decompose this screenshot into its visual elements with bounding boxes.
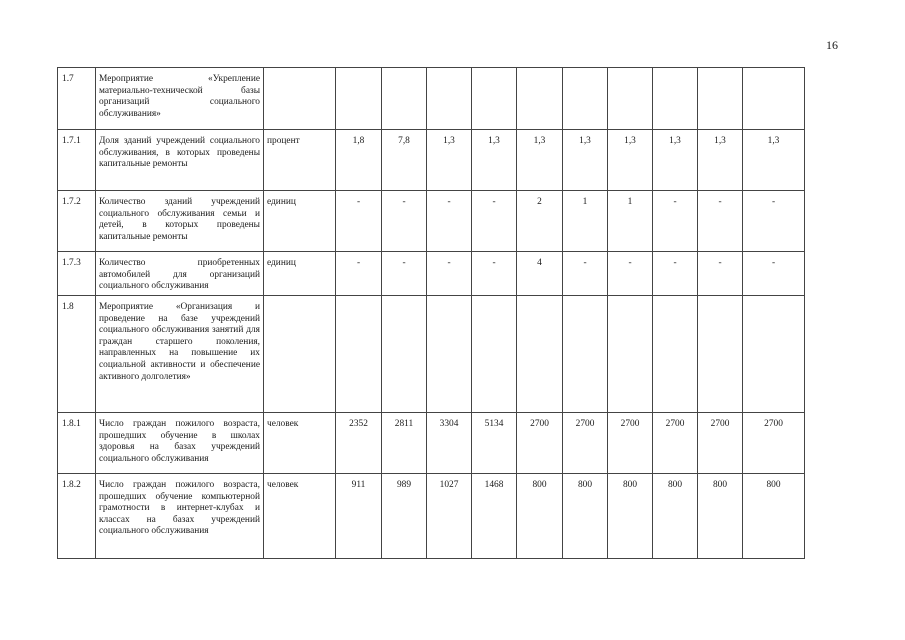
table-row — [58, 130, 805, 191]
value-cell: - — [336, 191, 382, 252]
table-row — [58, 252, 805, 296]
value-cell: - — [653, 252, 698, 296]
value-cell: 2700 — [698, 413, 743, 474]
value-cell: 800 — [743, 474, 805, 559]
value-cell: 2700 — [653, 413, 698, 474]
value-cell: - — [472, 252, 517, 296]
value-cell: - — [608, 252, 653, 296]
value-cell: 1,3 — [517, 130, 563, 191]
value-cell — [427, 68, 472, 130]
row-number: 1.7 — [58, 68, 96, 130]
row-number: 1.7.1 — [58, 130, 96, 191]
value-cell — [472, 68, 517, 130]
value-cell: 800 — [698, 474, 743, 559]
value-cell — [608, 296, 653, 413]
table-row — [58, 68, 805, 130]
value-cell: 1,3 — [698, 130, 743, 191]
table-row — [58, 191, 805, 252]
row-unit: процент — [264, 130, 336, 191]
value-cell — [382, 68, 427, 130]
row-unit: человек — [264, 474, 336, 559]
value-cell — [382, 296, 427, 413]
row-number: 1.8 — [58, 296, 96, 413]
row-unit: единиц — [264, 252, 336, 296]
value-cell: 3304 — [427, 413, 472, 474]
value-cell: - — [698, 252, 743, 296]
row-description: Количество приобретенных автомобилей для организаций социального обслуживания — [96, 252, 264, 296]
table-row — [58, 296, 805, 413]
value-cell: 1 — [563, 191, 608, 252]
row-description: Мероприятие «Укрепление материально-технической базы организаций социального обслуживания» — [96, 68, 264, 130]
row-number: 1.7.2 — [58, 191, 96, 252]
row-number: 1.7.3 — [58, 252, 96, 296]
value-cell: 2700 — [608, 413, 653, 474]
value-cell: - — [336, 252, 382, 296]
value-cell: 7,8 — [382, 130, 427, 191]
row-unit — [264, 296, 336, 413]
value-cell: 1027 — [427, 474, 472, 559]
value-cell: 2700 — [563, 413, 608, 474]
value-cell: 800 — [517, 474, 563, 559]
value-cell: 2811 — [382, 413, 427, 474]
value-cell — [743, 296, 805, 413]
value-cell: 4 — [517, 252, 563, 296]
value-cell: 911 — [336, 474, 382, 559]
value-cell — [743, 68, 805, 130]
value-cell: 2 — [517, 191, 563, 252]
value-cell: - — [743, 191, 805, 252]
row-unit — [264, 68, 336, 130]
row-description: Число граждан пожилого возраста, прошедших обучение в школах здоровья на базах учреждений социального обслуживания — [96, 413, 264, 474]
value-cell: 1 — [608, 191, 653, 252]
value-cell: 989 — [382, 474, 427, 559]
value-cell — [563, 68, 608, 130]
row-number: 1.8.1 — [58, 413, 96, 474]
value-cell: 5134 — [472, 413, 517, 474]
table-row — [58, 474, 805, 559]
row-description: Количество зданий учреждений социального обслуживания семьи и детей, в которых проведены капитальные ремонты — [96, 191, 264, 252]
row-unit: человек — [264, 413, 336, 474]
row-unit: единиц — [264, 191, 336, 252]
table-row — [58, 413, 805, 474]
row-description: Число граждан пожилого возраста, прошедших обучение компьютерной грамотности в интернет-клубах и классах на базах учреждений социального обслуживания — [96, 474, 264, 559]
value-cell — [517, 296, 563, 413]
value-cell: 800 — [563, 474, 608, 559]
value-cell: 1,8 — [336, 130, 382, 191]
value-cell — [653, 68, 698, 130]
value-cell: 1,3 — [608, 130, 653, 191]
value-cell — [427, 296, 472, 413]
value-cell: 800 — [653, 474, 698, 559]
value-cell: - — [382, 252, 427, 296]
value-cell: 1,3 — [427, 130, 472, 191]
value-cell: - — [427, 191, 472, 252]
value-cell — [336, 296, 382, 413]
value-cell: 2352 — [336, 413, 382, 474]
value-cell: - — [427, 252, 472, 296]
value-cell — [653, 296, 698, 413]
value-cell — [698, 296, 743, 413]
value-cell: 800 — [608, 474, 653, 559]
value-cell: 1,3 — [653, 130, 698, 191]
value-cell: 1,3 — [472, 130, 517, 191]
value-cell — [608, 68, 653, 130]
value-cell: - — [382, 191, 427, 252]
value-cell: 1,3 — [563, 130, 608, 191]
value-cell: 2700 — [517, 413, 563, 474]
value-cell: - — [698, 191, 743, 252]
value-cell — [517, 68, 563, 130]
value-cell — [698, 68, 743, 130]
value-cell: - — [563, 252, 608, 296]
value-cell — [336, 68, 382, 130]
value-cell: - — [653, 191, 698, 252]
value-cell: - — [472, 191, 517, 252]
row-description: Мероприятие «Организация и проведение на базе учреждений социального обслуживания занятий для граждан старшего поколения, направленных на повышение их социальной активности и обеспечение активного долголетия» — [96, 296, 264, 413]
row-description: Доля зданий учреждений социального обслуживания, в которых проведены капитальные ремонты — [96, 130, 264, 191]
value-cell — [472, 296, 517, 413]
value-cell: 2700 — [743, 413, 805, 474]
page-number: 16 — [826, 38, 838, 52]
value-cell: 1,3 — [743, 130, 805, 191]
indicators-table — [57, 67, 805, 559]
value-cell: - — [743, 252, 805, 296]
row-number: 1.8.2 — [58, 474, 96, 559]
value-cell — [563, 296, 608, 413]
value-cell: 1468 — [472, 474, 517, 559]
